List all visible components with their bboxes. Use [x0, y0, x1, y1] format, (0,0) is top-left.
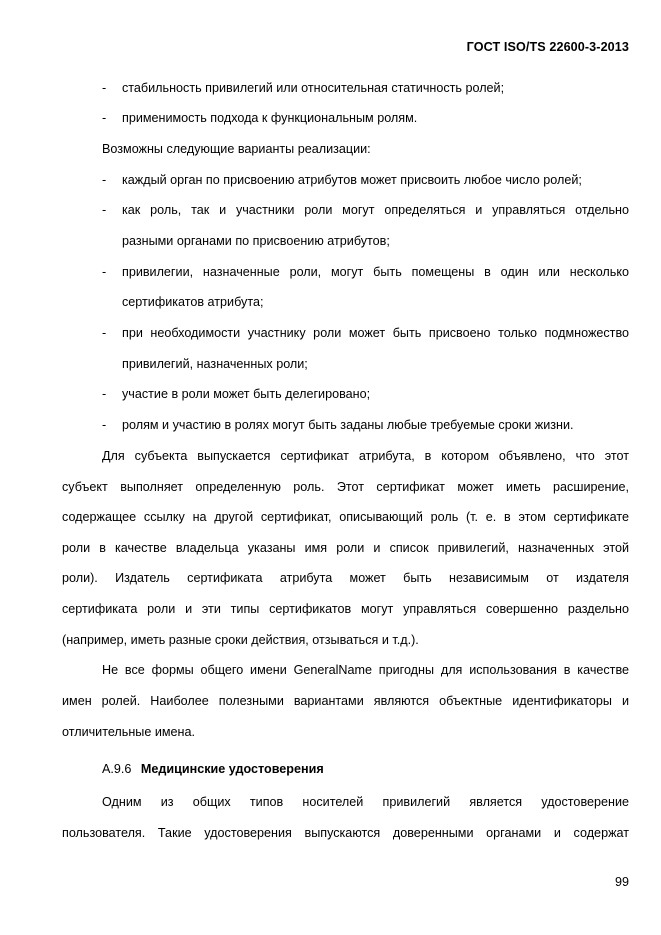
list-item: при необходимости участнику роли может быть присвоено только подмножество — [122, 326, 629, 340]
paragraph-line: имен ролей. Наиболее полезными вариантами являются объектные идентификаторы и — [62, 694, 629, 708]
bullet-marker: - — [102, 387, 107, 401]
paragraph-line: Одним из общих типов носителей привилегий является удостоверение — [102, 795, 629, 809]
section-title: Медицинские удостоверения — [140, 762, 324, 776]
list-item: стабильность привилегий или относительная статичность ролей; — [122, 81, 505, 95]
list-item: привилегии, назначенные роли, могут быть помещены в один или несколько — [122, 265, 629, 279]
paragraph-line: содержащее ссылку на другой сертификат, описывающий роль (т. е. в этом сертификате — [62, 510, 629, 524]
section-number: А.9.6 — [102, 762, 132, 776]
list-item: как роль, так и участники роли могут определяться и управляться отдельно — [122, 203, 629, 217]
list-item: участие в роли может быть делегировано; — [122, 387, 371, 401]
bullet-marker: - — [102, 203, 107, 217]
intro-text: Возможны следующие варианты реализации: — [102, 142, 371, 156]
bullet-marker: - — [102, 173, 107, 187]
paragraph-line: субъект выполняет определенную роль. Этот сертификат может иметь расширение, — [62, 480, 629, 494]
paragraph-line: Для субъекта выпускается сертификат атрибута, в котором объявлено, что этот — [102, 449, 629, 463]
paragraph-line: роли в качестве владельца указаны имя роли и список привилегий, назначенных этой — [62, 541, 629, 555]
list-item: каждый орган по присвоению атрибутов может присвоить любое число ролей; — [122, 173, 582, 187]
bullet-marker: - — [102, 111, 107, 125]
section-heading — [102, 761, 629, 777]
paragraph-line: роли). Издатель сертификата атрибута может быть независимым от издателя — [62, 571, 629, 585]
bullet-marker: - — [102, 326, 107, 340]
document-header: ГОСТ ISO/TS 22600-3-2013 — [466, 40, 629, 54]
paragraph-line: Не все формы общего имени GeneralName пригодны для использования в качестве — [102, 663, 629, 677]
paragraph-line: сертификата роли и эти типы сертификатов могут управляться совершенно раздельно — [62, 602, 629, 616]
paragraph-line: отличительные имена. — [62, 725, 195, 739]
paragraph-line: пользователя. Такие удостоверения выпускаются доверенными органами и содержат — [62, 826, 629, 840]
list-item-continuation: разными органами по присвоению атрибутов; — [122, 234, 390, 248]
bullet-marker: - — [102, 418, 107, 432]
list-item-continuation: привилегий, назначенных роли; — [122, 357, 308, 371]
list-item-continuation: сертификатов атрибута; — [122, 295, 264, 309]
bullet-marker: - — [102, 81, 107, 95]
paragraph-line: (например, иметь разные сроки действия, отзываться и т.д.). — [62, 633, 419, 647]
page-number: 99 — [614, 875, 629, 889]
bullet-marker: - — [102, 265, 107, 279]
list-item: применимость подхода к функциональным ролям. — [122, 111, 418, 125]
list-item: ролям и участию в ролях могут быть заданы любые требуемые сроки жизни. — [122, 418, 574, 432]
